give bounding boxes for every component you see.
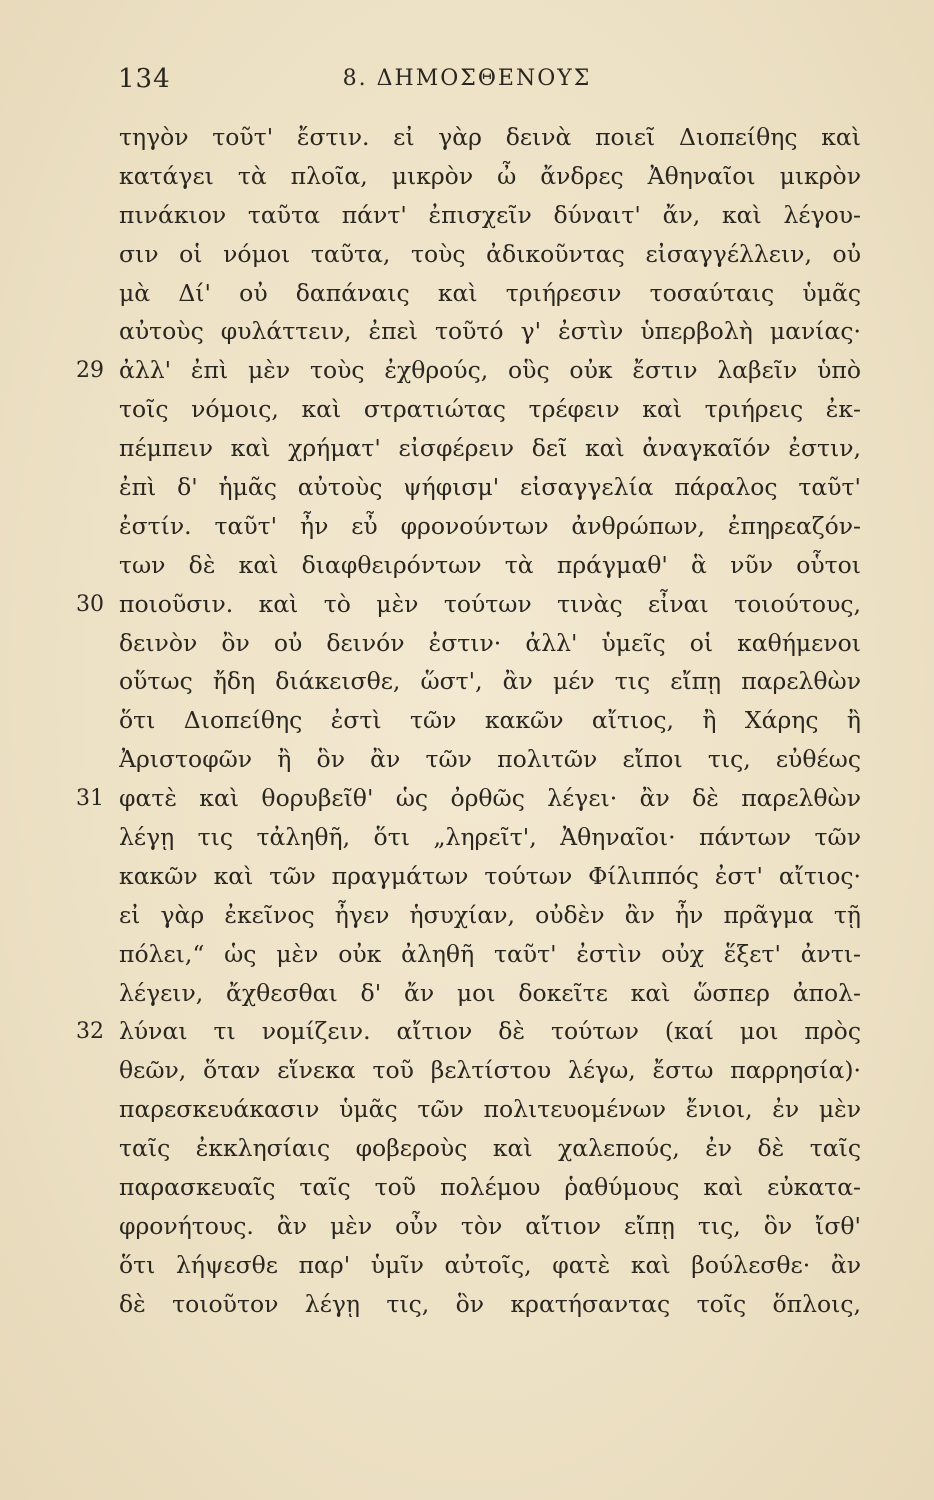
running-head: 8. ΔΗΜΟΣΘΕΝΟΥΣ [342,66,592,91]
line-text: σιν οἱ νόμοι ταῦτα, τοὺς ἀδικοῦντας εἰσαγγέλλειν, οὐ [119,239,861,268]
line-text: ἐστίν. ταῦτ' ἦν εὖ φρονούντων ἀνθρώπων, ἐπηρεαζόν- [119,511,861,540]
text-line [0,740,934,779]
line-text: οὕτως ἤδη διάκεισθε, ὥστ', ἂν μέν τις εἴπῃ παρελθὼν [119,667,861,696]
line-text: κακῶν καὶ τῶν πραγμάτων τούτων Φίλιππός ἐστ' αἴτιος· [119,861,861,890]
text-line [0,818,934,857]
text-line [0,1207,934,1246]
text-line [0,857,934,896]
text-line [0,935,934,974]
text-line [0,662,934,701]
text-line [0,1012,934,1051]
text-line [0,468,934,507]
text-line [0,974,934,1013]
text-line [0,896,934,935]
line-text: φατὲ καὶ θορυβεῖθ' ὡς ὀρθῶς λέγει· ἂν δὲ παρελθὼν [119,784,861,813]
text-line [0,1285,934,1324]
line-text: ποιοῦσιν. καὶ τὸ μὲν τούτων τινὰς εἶναι τοιούτους, [119,589,861,618]
text-line [0,701,934,740]
text-line [0,1051,934,1090]
line-text: ἀλλ' ἐπὶ μὲν τοὺς ἐχθρούς, οὓς οὐκ ἔστιν λαβεῖν ὑπὸ [119,356,861,385]
text-line [0,390,934,429]
line-text: λέγειν, ἄχθεσθαι δ' ἄν μοι δοκεῖτε καὶ ὥσπερ ἀπολ- [119,978,861,1007]
line-text: ταῖς ἐκκλησίαις φοβεροὺς καὶ χαλεπούς, ἐν δὲ ταῖς [119,1134,861,1163]
page-number: 134 [118,64,171,94]
line-text: των δὲ καὶ διαφθειρόντων τὰ πράγμαθ' ἃ νῦν οὗτοι [119,550,861,579]
line-text: πέμπειν καὶ χρήματ' εἰσφέρειν δεῖ καὶ ἀναγκαῖόν ἐστιν, [119,434,861,463]
text-line [0,1168,934,1207]
section-number: 29 [76,358,104,384]
section-number: 32 [76,1019,104,1045]
line-text: πόλει,“ ὡς μὲν οὐκ ἀληθῆ ταῦτ' ἐστὶν οὐχ ἕξετ' ἀντι- [119,939,861,968]
text-line [0,585,934,624]
text-line [0,507,934,546]
line-text: φρονήτους. ἂν μὲν οὖν τὸν αἴτιον εἴπῃ τις, ὃν ἴσθ' [119,1211,861,1240]
line-text: ὅτι λήψεσθε παρ' ὑμῖν αὐτοῖς, φατὲ καὶ βούλεσθε· ἂν [119,1250,861,1279]
text-line [0,235,934,274]
section-number: 30 [76,591,104,617]
text-block [0,118,934,1324]
section-number: 31 [76,786,104,812]
text-line [0,546,934,585]
line-text: κατάγει τὰ πλοῖα, μικρὸν ὦ ἄνδρες Ἀθηναῖοι μικρὸν [119,161,861,190]
text-line [0,157,934,196]
line-text: αὐτοὺς φυλάττειν, ἐπεὶ τοῦτό γ' ἐστὶν ὑπερβολὴ μανίας· [119,317,861,346]
line-text: λύναι τι νομίζειν. αἴτιον δὲ τούτων (καί μοι πρὸς [119,1017,861,1046]
line-text: ἐπὶ δ' ἡμᾶς αὐτοὺς ψήφισμ' εἰσαγγελία πάραλος ταῦτ' [119,473,861,502]
line-text: λέγῃ τις τἀληθῆ, ὅτι „ληρεῖτ', Ἀθηναῖοι· πάντων τῶν [119,823,861,852]
line-text: μὰ Δί' οὐ δαπάναις καὶ τριήρεσιν τοσαύταις ὑμᾶς [119,278,861,307]
text-line [0,1129,934,1168]
line-text: θεῶν, ὅταν εἵνεκα τοῦ βελτίστου λέγω, ἔστω παρρησία)· [119,1056,861,1085]
line-text: Ἀριστοφῶν ἢ ὃν ἂν τῶν πολιτῶν εἴποι τις, εὐθέως [119,745,861,774]
line-text: παρεσκευάκασιν ὑμᾶς τῶν πολιτευομένων ἔνιοι, ἐν μὲν [119,1095,861,1124]
text-line [0,196,934,235]
line-text: παρασκευαῖς ταῖς τοῦ πολέμου ῥαθύμους καὶ εὐκατα- [119,1173,861,1202]
line-text: τηγὸν τοῦτ' ἔστιν. εἰ γὰρ δεινὰ ποιεῖ Διοπείθης καὶ [119,123,861,151]
text-line [0,1246,934,1285]
page-header [0,58,934,98]
text-line [0,274,934,313]
line-text: ὅτι Διοπείθης ἐστὶ τῶν κακῶν αἴτιος, ἢ Χάρης ἢ [119,706,861,735]
text-line [0,624,934,663]
text-line [0,429,934,468]
line-text: δὲ τοιοῦτον λέγῃ τις, ὃν κρατήσαντας τοῖς ὅπλοις, [119,1289,861,1318]
line-text: τοῖς νόμοις, καὶ στρατιώτας τρέφειν καὶ τριήρεις ἐκ- [119,395,861,424]
line-text: εἰ γὰρ ἐκεῖνος ἦγεν ἡσυχίαν, οὐδὲν ἂν ἦν πρᾶγμα τῇ [119,900,861,929]
text-line [0,1090,934,1129]
text-line [0,779,934,818]
text-line [0,351,934,390]
line-text: πινάκιον ταῦτα πάντ' ἐπισχεῖν δύναιτ' ἄν, καὶ λέγου- [119,200,861,229]
text-line [0,312,934,351]
line-text: δεινὸν ὂν οὐ δεινόν ἐστιν· ἀλλ' ὑμεῖς οἱ καθήμενοι [119,628,861,657]
text-line [0,118,934,157]
